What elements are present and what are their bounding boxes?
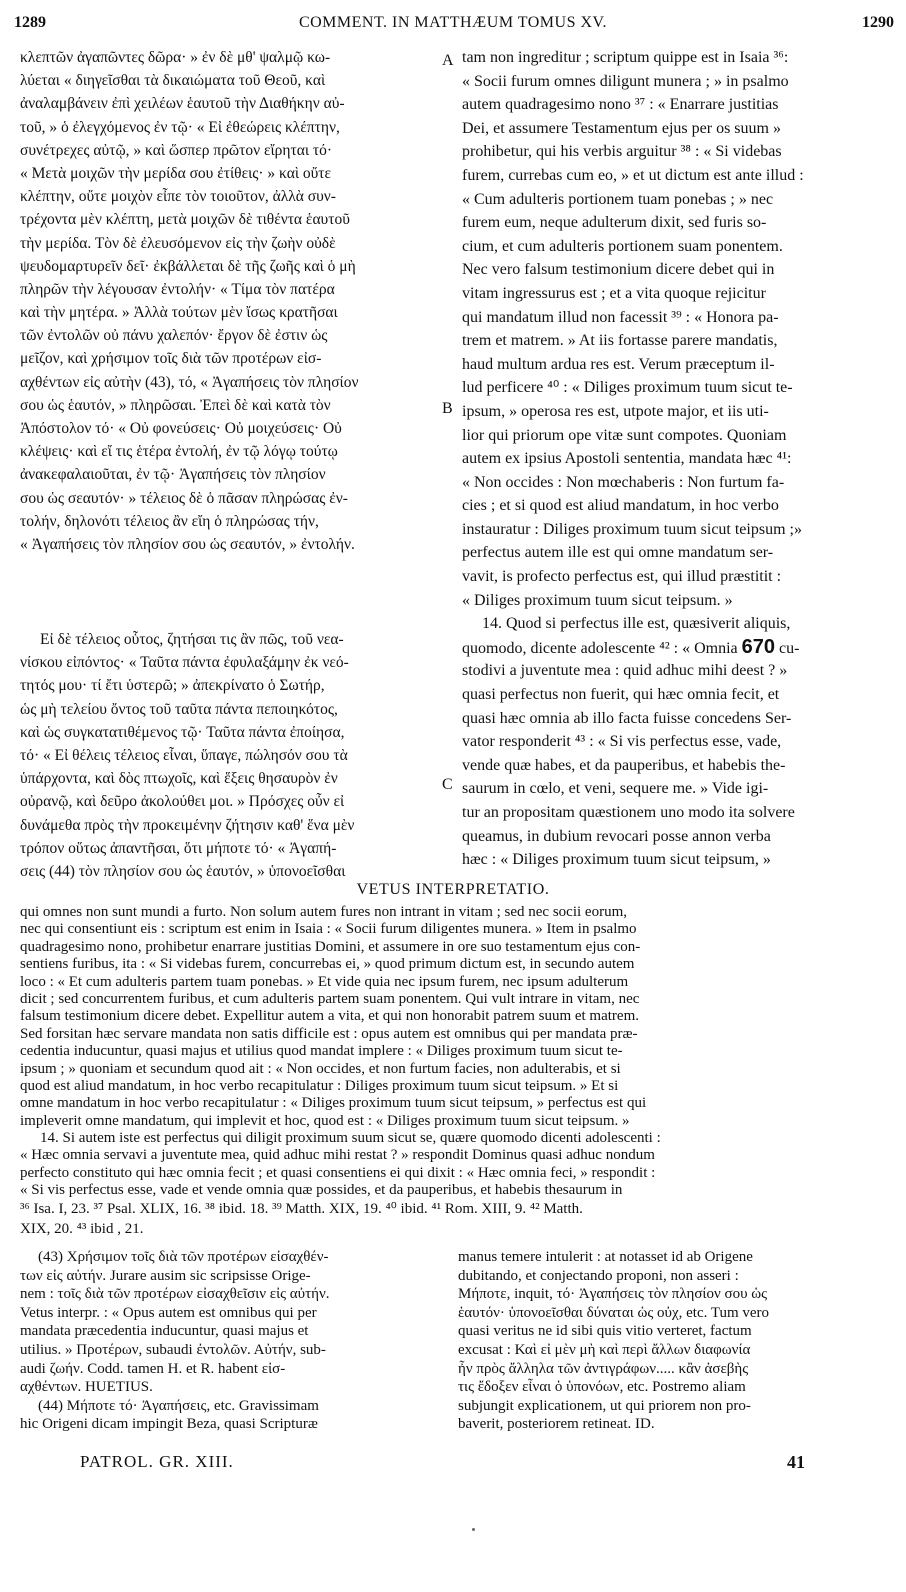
latin-text-line: vator responderit ⁴³ : « Si vis perfectus esse, vade, <box>462 733 782 751</box>
vetus-text-line: ipsum ; » quoniam et secundum quod ait : « Non occides, et non furtum facies, non adulterabis, et si <box>20 1060 621 1077</box>
latin-text-line: haud multum ardua res est. Verum præceptum il- <box>462 355 775 373</box>
greek-text-line: ἀναλαμβάνειν ἐπὶ χειλέων ἑαυτοῦ τὴν Διαθήκην αὐ- <box>20 95 345 113</box>
vetus-text-line: 14. Si autem iste est perfectus qui diligit proximum suum sicut se, quære quomodo dicenti adolescenti : <box>40 1130 661 1147</box>
vetus-text-line: impleverit omne mandatum, qui implevit et hoc, quod est : « Diliges proximum tuum sicut teipsum. » <box>20 1112 630 1129</box>
greek-text-line: λύεται « διηγεῖσθαι τὰ δικαιώματα τοῦ Θεοῦ, καὶ <box>20 72 326 90</box>
greek-text-line: κλεπτῶν ἀγαπῶντες δῶρα· » ἐν δὲ μθ' ψαλμῷ κω- <box>20 49 331 66</box>
greek-text-line: μεῖζον, καὶ χρήσιμον τοῖς διὰ τῶν προτέρων εἰσ- <box>20 350 322 368</box>
footnote-line: αχθέντων. HUETIUS. <box>20 1379 153 1396</box>
latin-text-line: lior qui priorum ope vitæ sunt compotes. Quoniam <box>462 426 787 444</box>
column-number: 670 <box>741 635 776 658</box>
vetus-interpretatio-title: VETUS INTERPRETATIO. <box>356 881 550 898</box>
vetus-text-line: qui omnes non sunt mundi a furto. Non solum autem fures non intrant in vitam ; sed nec socii eorum, <box>20 904 627 920</box>
greek-text-line: νίσκου εἰπόντος· « Ταῦτα πάντα ἐφυλαξάμην ἐκ νεό- <box>20 654 349 672</box>
footnote-line: subjungit explicationem, ut qui priorem non pro- <box>458 1397 751 1414</box>
footnote-line: (44) Μήποτε τό· Ἀγαπήσεις, etc. Gravissimam <box>38 1397 319 1414</box>
vetus-text-line: dicit ; sed concurrentem furibus, et cum adulteris partem suam ponentem. Qui vult intrare in vitam, nec <box>20 990 640 1007</box>
footnote-line: (43) Χρήσιμον τοῖς διὰ τῶν προτέρων εἰσαχθέν- <box>38 1249 329 1265</box>
print-speck <box>472 1528 475 1531</box>
latin-text-line: « Non occides : Non mœchaberis : Non furtum fa- <box>462 473 785 491</box>
greek-text-line: σου ὡς σεαυτόν· » τέλειος δὲ ὁ πᾶσαν πληρώσας ἐν- <box>20 489 348 507</box>
latin-text-line: tur an propositam quæstionem uno modo ita solvere <box>462 804 795 821</box>
greek-text-line: τοῦ, » ὁ ἐλεγχόμενος ἐν τῷ· « Εἰ ἐθεώρεις κλέπτην, <box>20 118 340 136</box>
latin-text-line: hæc : « Diliges proximum tuum sicut teipsum, » <box>462 851 771 869</box>
footnote-line: hic Origeni dicam impingit Beza, quasi Scripturæ <box>20 1416 318 1433</box>
vetus-text-line: falsum testimonium dicere debet. Expellitur autem a vita, et qui non honorabit patrem suum et matrem. <box>20 1008 639 1025</box>
latin-text-line: quomodo, dicente adolescente ⁴² : « Omnia 670 cu- <box>462 635 800 658</box>
footnote-line: Vetus interpr. : « Opus autem est omnibus qui per <box>20 1304 317 1321</box>
column-number-suffix: cu- <box>775 639 800 657</box>
greek-text-line: πληρῶν τὴν λέγουσαν ἐντολήν· « Τίμα τὸν πατέρα <box>20 280 335 298</box>
greek-text-block-1 <box>20 46 438 556</box>
greek-text-line: τὴν μερίδα. Τὸν δὲ ἐλευσόμενον εἰς τὴν ζωὴν οὐδὲ <box>20 234 336 252</box>
vetus-text-line: quod est aliud mandatum, in hoc verbo recapitulatur : Diliges proximum tuum sicut teipsum. » Et si <box>20 1077 619 1094</box>
greek-text-line: ἀνακεφαλαιοῦται, ἐν τῷ· Ἀγαπήσεις τὸν πλησίον <box>20 466 326 484</box>
footnote-line: Μήποτε, inquit, τό· Ἀγαπήσεις τὸν πλησίον σου ὡς <box>458 1286 768 1303</box>
vetus-text-line: quadragesimo nono, prohibetur enarrare justitias Domini, et assumere in ore suo testamentum ejus con- <box>20 938 641 955</box>
footnote-line: excusat : Καὶ εἰ μὲν μὴ καὶ περὶ ἄλλων διαφωνία <box>458 1341 751 1358</box>
footnote-line: mandata præcedentia inducuntur, quasi majus et <box>20 1323 309 1340</box>
greek-text-line: τρέχοντα μὲν κλέπτη, μετὰ μοιχῶν δὲ τιθέντα ἑαυτοῦ <box>20 211 350 229</box>
latin-text-line: vavit, is profecto perfectus est, qui illud præstitit : <box>462 568 782 586</box>
latin-text-line: « Cum adulteris portionem tuam ponebas ; » nec <box>462 190 774 208</box>
latin-text-line: trem et matrem. » At iis fortasse parere mandatis, <box>462 332 778 350</box>
footnotes-left <box>20 1248 446 1434</box>
footnote-line: nem : τοῖς διὰ τῶν προτέρων εἰσαχθεῖσιν εἰς αὐτήν. <box>20 1286 330 1303</box>
greek-text-line: καὶ ὡς συγκατατιθέμενος τῷ· Ταῦτα πάντα ἐποίησα, <box>20 723 345 741</box>
margin-marker-c: C <box>442 776 453 793</box>
greek-text-line: οὐρανῷ, καὶ δεῦρο ἀκολούθει μοι. » Πρόσχες οὖν εἰ <box>20 793 345 811</box>
reference-line: XIX, 20. ⁴³ ibid , 21. <box>20 1221 144 1237</box>
latin-text-line: perfectus autem ille est qui omne mandatum ser- <box>462 544 774 562</box>
page-number-right: 1290 <box>862 14 894 31</box>
margin-marker-a: A <box>442 52 454 69</box>
greek-text-line: τητός μου· τί ἔτι ὑστερῶ; » ἀπεκρίνατο ὁ Σωτήρ, <box>20 677 325 695</box>
footnote-line: quasi veritus ne id sibi quis vitio verteret, factum <box>458 1323 752 1340</box>
greek-text-line: κλέπτην, οὔτε μοιχὸν εἶπε τὸν τοιοῦτον, ἀλλὰ συν- <box>20 188 336 206</box>
latin-text-line: instauratur : Diliges proximum tuum sicut teipsum ;» <box>462 520 802 538</box>
greek-text-line: Ἀπόστολον τό· « Οὐ φονεύσεις· Οὐ μοιχεύσεις· Οὐ <box>20 420 342 437</box>
latin-text-line: vende quæ habes, et da pauperibus, et habebis the- <box>462 756 786 774</box>
latin-text-line: furem eum, neque adulterum dixit, sed furis so- <box>462 214 767 232</box>
greek-text-line: δυνάμεθα πρὸς τὴν προκειμένην ζήτησιν καθ' ἕνα μὲν <box>20 816 355 834</box>
vetus-text-line: « Hæc omnia servavi a juventute mea, quid adhuc mihi restat ? » respondit Dominus quasi adhuc nondum <box>20 1147 655 1164</box>
latin-text-line: Nec vero falsum testimonium dicere debet qui in <box>462 261 775 279</box>
latin-text-line: vitam ingressurus est ; et a vita quoque rejicitur <box>462 284 766 302</box>
vetus-text-line: sentiens furibus, ita : « Si videbas furem, concurrebas ei, » quod primum dictum est, in secundo autem <box>20 956 635 973</box>
latin-text-line: saurum in cœlo, et veni, sequere me. » Vide igi- <box>462 780 769 798</box>
greek-text-line: καὶ τὴν μητέρα. » Ἀλλὰ τούτων μὲν ἴσως κρατῆσαι <box>20 304 338 322</box>
footnote-line: baverit, posteriorem retineat. ID. <box>458 1416 655 1433</box>
greek-text-line: κλέψεις· καὶ εἴ τις ἑτέρα ἐντολή, ἐν τῷ λόγῳ τούτῳ <box>20 443 338 461</box>
latin-text-line: quasi perfectus non fuerit, qui hæc omnia fecit, et <box>462 686 780 704</box>
greek-text-line: ὑπάρχοντα, καὶ δὸς πτωχοῖς, καὶ ἕξεις θησαυρὸν ἐν <box>20 770 338 788</box>
latin-text-line: quasi hæc omnia ab illo facta fuisse concedens Ser- <box>462 709 792 727</box>
vetus-text-line: loco : « Et cum adulteris partem tuam ponebas. » Et vide quia nec ipsum furem, nec ipsum adulterum <box>20 973 629 990</box>
latin-translation-column <box>462 46 892 872</box>
footer-patrologia: PATROL. GR. XIII. <box>80 1452 234 1471</box>
latin-text-line: cies ; et si quod est aliud mandatum, in hoc verbo <box>462 497 779 515</box>
greek-text-line: τολήν, δηλονότι τέλειος ἂν εἴη ὁ πληρώσας τήν, <box>20 512 319 530</box>
latin-text-line: « Diliges proximum tuum sicut teipsum. » <box>462 591 733 609</box>
page-number-left: 1289 <box>14 14 46 31</box>
footnotes-right <box>458 1248 892 1434</box>
greek-text-line: « Μετὰ μοιχῶν τὴν μερίδα σου ἐτίθεις· » καὶ οὔτε <box>20 164 332 182</box>
footnote-line: manus temere intulerit : at notasset id ab Origene <box>458 1249 753 1265</box>
vetus-text-line: Sed forsitan hæc servare mandata non satis difficile est : opus autem est omnibus qui per mandata præ- <box>20 1025 638 1042</box>
reference-line: ³⁶ Isa. I, 23. ³⁷ Psal. XLIX, 16. ³⁸ ibid. 18. ³⁹ Matth. XIX, 19. ⁴⁰ ibid. ⁴¹ Rom. XIII, 9. ⁴² Matth. <box>20 1201 583 1217</box>
latin-text-line: Dei, et assumere Testamentum ejus per os suum » <box>462 119 781 137</box>
latin-text-line: queamus, in dubium revocari posse annon verba <box>462 827 771 845</box>
greek-text-line: ὡς μὴ τελείου ὄντος τοῦ ταῦτα πάντα πεποιηκότος, <box>20 700 338 718</box>
greek-text-line: τό· « Εἰ θέλεις τέλειος εἶναι, ὕπαγε, πώλησόν σου τὰ <box>20 746 348 764</box>
margin-marker-b: B <box>442 400 453 417</box>
vetus-text-line: omne mandatum in hoc verbo recapitulatur : « Diliges proximum tuum sicut teipsum, » perfectus est qui <box>20 1095 647 1112</box>
latin-text-line: lud perficere ⁴⁰ : « Diliges proximum tuum sicut te- <box>462 379 793 397</box>
latin-text-line: ipsum, » operosa res est, utpote major, et iis uti- <box>462 402 769 420</box>
greek-text-block-2 <box>20 628 438 883</box>
latin-text-line: autem ex ipsius Apostoli sententia, mandata hæc ⁴¹: <box>462 450 792 468</box>
greek-text-line: « Ἀγαπήσεις τὸν πλησίον σου ὡς σεαυτόν, » ἐντολήν. <box>20 535 355 553</box>
footnote-line: utilius. » Προτέρων, subaudi ἐντολῶν. Αὐτήν, sub- <box>20 1341 326 1358</box>
vetus-text-line: « Si vis perfectus esse, vade et vende omnia quæ possides, et da pauperibus, et habebis thesaurum in <box>20 1182 623 1199</box>
footnote-line: dubitando, et conjectando proponi, non asseri : <box>458 1267 739 1284</box>
vetus-text-line: perfecto constituto qui hæc omnia fecit ; et quasi consentiens ei qui dixit : « Hæc omnia feci, » respondit : <box>20 1164 656 1181</box>
greek-text-line: σου ὡς ἑαυτόν, » πληρῶσαι. Ἐπεὶ δὲ καὶ κατὰ τὸν <box>20 396 331 414</box>
latin-text-line: furem, currebas cum eo, » et ut dictum est ante illud : <box>462 166 804 184</box>
latin-text-line: « Socii furum omnes diligunt munera ; » in psalmo <box>462 72 789 90</box>
greek-text-line: συνέτρεχες αὐτῷ, » καὶ ὥσπερ πρῶτον εἴρηται τό· <box>20 141 333 159</box>
footnote-line: audi ζωήν. Codd. tamen H. et R. habent εἰσ- <box>20 1360 286 1377</box>
greek-text-line: ψευδομαρτυρεῖν δεῖ· ἐκβάλλεται δὲ τῆς ζωῆς καὶ ὁ μὴ <box>20 257 356 275</box>
footer-signature: 41 <box>787 1452 805 1472</box>
greek-text-line: αχθέντων εἰς αὐτὴν (43), τό, « Ἀγαπήσεις τὸν πλησίον <box>20 373 359 391</box>
latin-text-line: 14. Quod si perfectus ille est, quæsiverit aliquis, <box>482 615 791 633</box>
footnote-line: των εἰς αὐτήν. Jurare ausim sic scripsisse Orige- <box>20 1267 311 1284</box>
greek-text-line: τρόπον οὕτως ἀπαντῆσαι, ὅτι μήποτε τό· « Ἀγαπή- <box>20 839 337 857</box>
greek-text-line: σεις (44) τὸν πλησίον σου ὡς ἑαυτόν, » ὑπονοεῖσθαι <box>20 862 346 880</box>
page-header <box>0 14 906 40</box>
latin-text-line: prohibetur, qui his verbis arguitur ³⁸ : « Si videbas <box>462 143 782 161</box>
vetus-text-line: cedentia inducuntur, quasi majus et utilius quod mandat implere : « Diliges proximum tuum sicut te- <box>20 1043 623 1060</box>
footnote-line: ἦν πρὸς ἄλληλα τῶν ἀντιγράφων..... κἂν ἀσεβὴς <box>458 1360 749 1377</box>
greek-text-line: Εἰ δὲ τέλειος οὗτος, ζητήσαι τις ἂν πῶς, τοῦ νεα- <box>40 631 344 648</box>
footnote-line: ἑαυτόν· ὑπονοεῖσθαι δύναται ὡς οὐχ, etc. Tum vero <box>458 1304 770 1321</box>
latin-text-line: autem quadragesimo nono ³⁷ : « Enarrare justitias <box>462 96 779 114</box>
running-title: COMMENT. IN MATTHÆUM TOMUS XV. <box>298 14 608 31</box>
vetus-interpretatio-text <box>20 904 892 1200</box>
footnote-line: τις ἔδοξεν εἶναι ὁ ὑπονόων, etc. Postremo aliam <box>458 1379 746 1396</box>
latin-text-line: stodivi a juventute mea : quid adhuc mihi deest ? » <box>462 662 788 680</box>
latin-text-line: qui mandatum illud non facessit ³⁹ : « Honora pa- <box>462 308 779 326</box>
greek-text-line: τῶν ἐντολῶν οὐ πάνυ χαλεπόν· ἔργον δὲ ἐστιν ὡς <box>20 327 328 345</box>
scripture-references <box>20 1199 892 1239</box>
latin-text-line: tam non ingreditur ; scriptum quippe est in Isaia ³⁶: <box>462 49 789 66</box>
vetus-text-line: nec qui consentiunt eis : scriptum est enim in Isaia : « Socii furum diligentes munera. » Item in psalmo <box>20 921 637 938</box>
latin-text-line: cium, et cum adulteris portionem suam ponentem. <box>462 237 783 255</box>
